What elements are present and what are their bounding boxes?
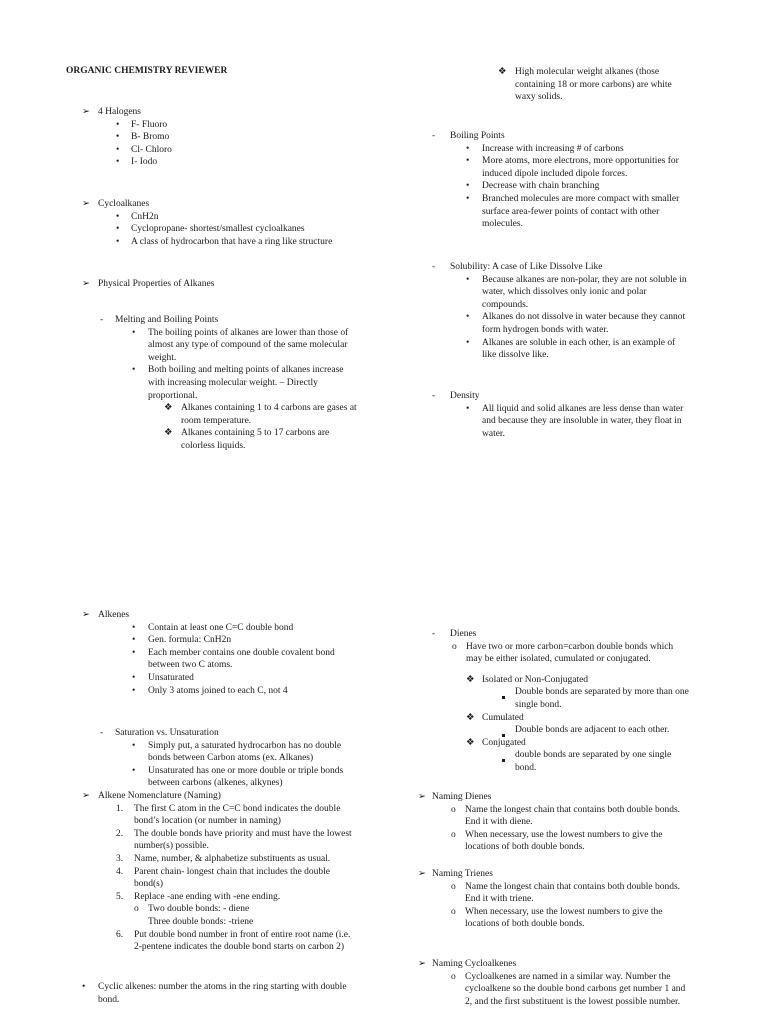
list-item-cont: bond. — [515, 762, 537, 773]
high-mw-note — [432, 66, 672, 104]
list-item: Simply put, a saturated hydrocarbon has no double — [148, 740, 342, 751]
bullet-icon: • — [116, 144, 120, 155]
cycloalkanes-section — [82, 198, 332, 248]
bullet-icon: • — [466, 193, 470, 204]
list-item: Alkanes containing 5 to 17 carbons are — [181, 428, 330, 439]
list-item: F- Fluoro — [131, 119, 168, 130]
list-item: When necessary, use the lowest numbers to give the — [465, 829, 663, 840]
list-item-cont: weight. — [148, 352, 177, 363]
diamond-bullet-icon: ❖ — [498, 67, 507, 77]
list-item-cont: bond. — [98, 994, 120, 1005]
dash-marker: - — [432, 629, 436, 639]
circle-marker: o — [134, 904, 139, 915]
list-item: High molecular weight alkanes (those — [515, 67, 660, 77]
bullet-icon: • — [466, 337, 470, 348]
list-item-cont: bond(s) — [134, 879, 164, 890]
bullet-icon: • — [82, 982, 86, 992]
list-item: Conjugated — [482, 737, 526, 748]
density-section — [432, 390, 683, 440]
list-item-cont: and because they are insoluble in water, they float in — [482, 416, 682, 427]
list-item-cont: room temperature. — [181, 415, 252, 426]
cyclic-alkenes-note — [82, 981, 347, 1006]
subsection-heading: Dienes — [450, 629, 477, 639]
nomenclature-section — [82, 790, 352, 954]
section-heading: Alkene Nomenclature (Naming) — [98, 791, 221, 801]
list-item: Unsaturated has one or more double or triple bonds — [148, 765, 344, 776]
bullet-icon: • — [132, 672, 136, 683]
subsection-heading: Melting and Boiling Points — [115, 315, 219, 325]
circle-marker: o — [452, 641, 457, 652]
saturation-section — [82, 727, 343, 790]
list-item: Replace -ane ending with -ene ending. — [134, 891, 281, 902]
naming-cycloalkenes-section — [418, 958, 685, 1008]
list-item: Name, number, & alphabetize substituents as usual. — [134, 853, 331, 864]
circle-marker: o — [451, 881, 456, 892]
dienes-section — [432, 628, 689, 775]
section-heading: 4 Halogens — [98, 107, 142, 117]
circle-marker: o — [451, 829, 456, 840]
list-item-cont: water. — [482, 428, 505, 439]
arrow-bullet-icon: ➢ — [418, 869, 426, 879]
list-item: The boiling points of alkanes are lower than those of — [148, 327, 349, 338]
diamond-bullet-icon: ❖ — [164, 403, 173, 414]
solubility-section — [432, 261, 687, 362]
list-item: When necessary, use the lowest numbers to give the — [465, 906, 663, 917]
arrow-bullet-icon: ➢ — [82, 610, 90, 620]
list-item: Name the longest chain that contains both double bonds. — [465, 804, 681, 815]
list-item: Each member contains one double covalent bond — [148, 647, 335, 658]
bullet-icon: • — [116, 157, 120, 168]
list-item: Decrease with chain branching — [482, 181, 600, 192]
bullet-icon: • — [466, 156, 470, 167]
list-item: Parent chain- longest chain that includes the double — [134, 866, 331, 877]
list-item: Alkanes do not dissolve in water because they cannot — [482, 312, 686, 323]
list-item: Double bonds are separated by more than one — [515, 687, 689, 698]
list-item: Because alkanes are non-polar, they are not soluble in — [482, 274, 687, 285]
bullet-icon: • — [466, 181, 470, 192]
circle-marker: o — [451, 971, 456, 982]
list-item-cont: compounds. — [482, 299, 529, 310]
list-item-cont: induced dipole included dipole forces. — [482, 168, 628, 179]
list-item: Contain at least one C=C double bond — [148, 622, 294, 633]
bullet-icon: • — [116, 119, 120, 130]
list-item: double bonds are separated by one single — [515, 750, 672, 761]
subsection-heading: Boiling Points — [450, 131, 505, 141]
dash-marker: - — [100, 728, 104, 738]
list-item-cont: End it with diene. — [465, 817, 533, 828]
list-item: Two double bonds: - diene — [148, 904, 250, 915]
dash-marker: - — [432, 391, 436, 401]
section-heading: Cycloalkanes — [98, 199, 150, 209]
list-item-cont: single bond. — [515, 699, 562, 710]
list-item: Both boiling and melting points of alkanes increase — [148, 365, 344, 376]
list-item-cont: proportional. — [148, 390, 198, 401]
list-item-cont: 2, and the first substituent is the lowest possible number. — [465, 996, 681, 1007]
list-item-cont: water, which dissolves only ionic and polar — [482, 287, 647, 298]
section-heading: Naming Cycloalkenes — [432, 959, 517, 969]
list-item-cont: with increasing molecular weight. – Directly — [148, 377, 318, 388]
list-item: Gen. formula: CnH2n — [148, 635, 232, 646]
section-heading: Alkenes — [98, 610, 130, 620]
diamond-bullet-icon: ❖ — [466, 674, 475, 685]
list-item: Put double bond number in front of entire root name (i.e. — [134, 929, 351, 940]
list-item-cont: cycloalkene so the double bond carbons get number 1 and — [465, 984, 686, 995]
list-item: Only 3 atoms joined to each C, not 4 — [148, 685, 288, 696]
list-item-cont: molecules. — [482, 219, 523, 230]
subsection-heading: Density — [450, 391, 480, 401]
list-item: The first C atom in the C=C bond indicates the double — [134, 803, 341, 814]
list-item: Unsaturated — [148, 672, 194, 683]
circle-marker: o — [451, 804, 456, 815]
arrow-bullet-icon: ➢ — [418, 959, 426, 969]
list-item: More atoms, more electrons, more opportunities for — [482, 156, 679, 167]
number-marker: 5. — [116, 891, 124, 902]
list-item-cont: locations of both double bonds. — [465, 842, 585, 853]
list-item: Cyclopropane- shortest/smallest cycloalkanes — [131, 224, 305, 235]
list-item: Increase with increasing # of carbons — [482, 143, 624, 154]
list-item-cont: surface area-fewer points of contact with other — [482, 206, 660, 217]
bullet-icon: • — [116, 236, 120, 247]
bullet-icon: • — [466, 312, 470, 323]
section-heading: Physical Properties of Alkanes — [98, 279, 215, 289]
arrow-bullet-icon: ➢ — [418, 792, 426, 802]
list-item-cont: waxy solids. — [515, 92, 563, 103]
arrow-bullet-icon: ➢ — [82, 107, 90, 117]
bullet-icon: • — [116, 211, 120, 222]
list-item: Isolated or Non-Conjugated — [482, 674, 589, 685]
bullet-icon: • — [132, 647, 136, 658]
list-item-cont: bonds between Carbon atoms (ex. Alkanes) — [148, 753, 314, 764]
list-item: All liquid and solid alkanes are less dense than water — [482, 403, 684, 414]
page-title: ORGANIC CHEMISTRY REVIEWER — [66, 66, 228, 76]
diamond-bullet-icon: ❖ — [466, 712, 475, 723]
bullet-icon: • — [132, 635, 136, 646]
list-item: Have two or more carbon=carbon double bonds which — [466, 641, 674, 652]
list-item: CnH2n — [131, 211, 159, 222]
dash-marker: - — [432, 262, 436, 272]
list-item-cont: bond’s location (or number in naming) — [134, 816, 281, 827]
circle-marker: o — [451, 906, 456, 917]
list-item: Alkanes are soluble in each other, is an example of — [482, 337, 676, 348]
list-item: I- Iodo — [131, 157, 158, 168]
arrow-bullet-icon: ➢ — [82, 199, 90, 209]
list-item-cont: between carbons (alkenes, alkynes) — [148, 778, 283, 789]
list-item-cont: End it with triene. — [465, 894, 534, 905]
list-item-cont: locations of both double bonds. — [465, 919, 585, 930]
number-marker: 4. — [116, 866, 124, 877]
list-item-cont: containing 18 or more carbons) are white — [515, 79, 672, 90]
alkenes-section — [82, 609, 335, 697]
section-heading: Naming Dienes — [432, 792, 492, 802]
list-item-cont: number(s) possible. — [134, 841, 209, 852]
bullet-icon: • — [132, 622, 136, 633]
list-item: Name the longest chain that contains both double bonds. — [465, 881, 681, 892]
list-item-cont: Three double bonds: -triene — [148, 916, 254, 927]
subsection-heading: Saturation vs. Unsaturation — [115, 728, 219, 738]
physical-properties-section — [82, 278, 214, 291]
number-marker: 1. — [116, 803, 124, 814]
list-item: Cumulated — [482, 712, 524, 723]
number-marker: 6. — [116, 929, 124, 940]
bullet-icon: • — [132, 685, 136, 696]
halogens-section — [82, 106, 172, 169]
section-heading: Naming Trienes — [432, 869, 493, 879]
list-item-cont: like dissolve like. — [482, 350, 549, 361]
dash-marker: - — [100, 315, 104, 325]
bullet-icon: • — [466, 143, 470, 154]
list-item-cont: between two C atoms. — [148, 660, 233, 671]
subsection-heading: Solubility: A case of Like Dissolve Like — [450, 262, 603, 272]
list-item: The double bonds have priority and must have the lowest — [134, 828, 352, 839]
naming-dienes-section — [418, 791, 680, 854]
bullet-icon: • — [466, 403, 470, 414]
bullet-icon: • — [132, 327, 136, 338]
list-item: Alkanes containing 1 to 4 carbons are gases at — [181, 403, 357, 414]
list-item-cont: almost any type of compound of the same molecular — [148, 340, 348, 351]
bullet-icon: • — [116, 224, 120, 235]
list-item: B- Bromo — [131, 132, 170, 143]
arrow-bullet-icon: ➢ — [82, 791, 90, 801]
list-item-cont: form hydrogen bonds with water. — [482, 324, 609, 335]
list-item-cont: colorless liquids. — [181, 440, 246, 451]
bullet-icon: • — [466, 274, 470, 285]
melting-boiling-section — [82, 314, 357, 453]
bullet-icon: • — [132, 365, 136, 376]
boiling-points-section — [432, 130, 679, 231]
list-item-cont: may be either isolated, cumulated or conjugated. — [466, 654, 651, 665]
list-item: Double bonds are adjacent to each other. — [515, 725, 670, 736]
list-item-cont: 2-pentene indicates the double bond starts on carbon 2) — [134, 942, 344, 953]
arrow-bullet-icon: ➢ — [82, 279, 90, 289]
number-marker: 3. — [116, 853, 124, 864]
list-item: Cl- Chloro — [131, 144, 172, 155]
dash-marker: - — [432, 131, 436, 141]
bullet-icon: • — [132, 740, 136, 751]
diamond-bullet-icon: ❖ — [164, 428, 173, 439]
bullet-icon: • — [116, 132, 120, 143]
list-item: Cyclic alkenes: number the atoms in the ring starting with double — [98, 982, 347, 992]
bullet-icon: • — [132, 765, 136, 776]
list-item: Branched molecules are more compact with smaller — [482, 193, 680, 204]
number-marker: 2. — [116, 828, 124, 839]
list-item: A class of hydrocarbon that have a ring like structure — [131, 236, 333, 247]
list-item: Cycloalkenes are named in a similar way. Number the — [465, 971, 671, 982]
diamond-bullet-icon: ❖ — [466, 737, 475, 748]
naming-trienes-section — [418, 868, 680, 931]
